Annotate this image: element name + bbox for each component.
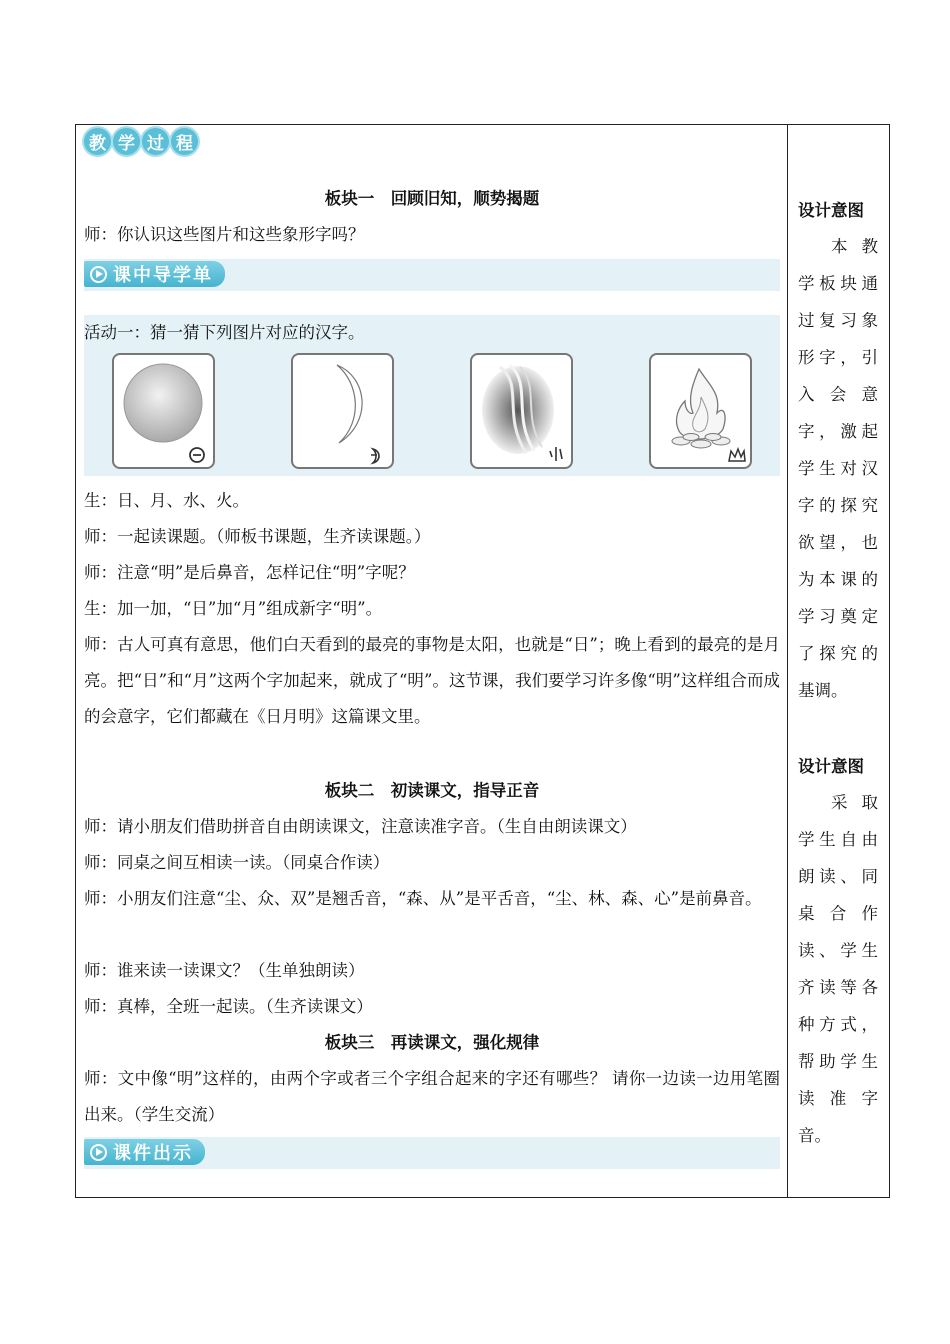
dialogue-paragraph: 师：古人可真有意思，他们白天看到的最亮的事物是太阳，也就是“日”；晚上看到的最亮的是月亮。把“日”和“月”这两个字加起来，就成了“明”。这节课，我们要学习许多像“明”这样组合而成的会意字，它们都藏在《日月明》这篇课文里。 <box>84 635 780 726</box>
logo-char: 学 <box>113 128 140 155</box>
moon-card <box>291 353 394 469</box>
dialogue-line: 生：日、月、水、火。 <box>84 491 249 510</box>
design-intent-text: 采取学生自由朗读、同桌合作读、学生齐读等各种方式，帮助学生读准字音。 <box>798 793 878 1145</box>
guide-banner-tag <box>84 261 225 287</box>
dialogue-paragraph: 师：小朋友们注意“尘、众、双”是翘舌音，“森、从”是平舌音，“尘、林、森、心”是前鼻音。 <box>84 889 762 908</box>
dialogue-line: 师：谁来读一读课文？（生单独朗读） <box>84 961 365 980</box>
courseware-banner-tag <box>84 1139 205 1165</box>
section2-heading: 板块二 初读课文，指导正音 <box>324 781 540 800</box>
guide-banner <box>84 259 780 291</box>
play-circle-icon <box>90 1144 107 1161</box>
section3-heading: 板块三 再读课文，强化规律 <box>324 1033 540 1052</box>
section1-heading: 板块一 回顾旧知，顺势揭题 <box>324 189 540 208</box>
dialogue-line: 师：同桌之间互相读一读。（同桌合作读） <box>84 853 390 872</box>
dialogue-line: 生：加一加，“日”加“月”组成新字“明”。 <box>84 599 383 618</box>
design-intent-text: 本教学板块通过复习象形字，引入会意字，激起学生对汉字的探究欲望，也为本课的学习奠定了探究的基调。 <box>798 237 878 700</box>
column-divider <box>787 124 788 1198</box>
teaching-process-logo <box>84 128 198 155</box>
design-intent-title: 设计意图 <box>798 201 864 220</box>
dialogue-line: 师：你认识这些图片和这些象形字吗？ <box>84 225 365 244</box>
activity-title: 活动一：猜一猜下列图片对应的汉字。 <box>84 323 365 342</box>
dialogue-line: 师：请小朋友们借助拼音自由朗读课文，注意读准字音。（生自由朗读课文） <box>84 817 637 836</box>
moon-icon <box>293 355 392 467</box>
sun-card <box>112 353 215 469</box>
play-circle-icon <box>90 266 107 283</box>
design-intent-title: 设计意图 <box>798 757 864 776</box>
water-card <box>470 353 573 469</box>
fire-icon <box>651 355 750 467</box>
dialogue-line: 师：一起读课题。（师板书课题，生齐读课题。） <box>84 527 431 546</box>
water-icon <box>472 355 571 467</box>
dialogue-line: 师：真棒，全班一起读。（生齐读课文） <box>84 997 373 1016</box>
sun-icon <box>114 355 213 467</box>
courseware-banner <box>84 1137 780 1169</box>
logo-char: 教 <box>84 128 111 155</box>
logo-char: 过 <box>142 128 169 155</box>
logo-char: 程 <box>171 128 198 155</box>
dialogue-line: 师：注意“明”是后鼻音，怎样记住“明”字呢？ <box>84 563 415 582</box>
dialogue-paragraph: 师：文中像“明”这样的，由两个字或者三个字组合起来的字还有哪些？ 请你一边读一边用笔圈出来。（学生交流） <box>84 1069 780 1124</box>
activity-box <box>84 315 780 476</box>
fire-card <box>649 353 752 469</box>
guide-banner-label: 课中导学单 <box>113 265 213 286</box>
courseware-banner-label: 课件出示 <box>113 1143 193 1164</box>
